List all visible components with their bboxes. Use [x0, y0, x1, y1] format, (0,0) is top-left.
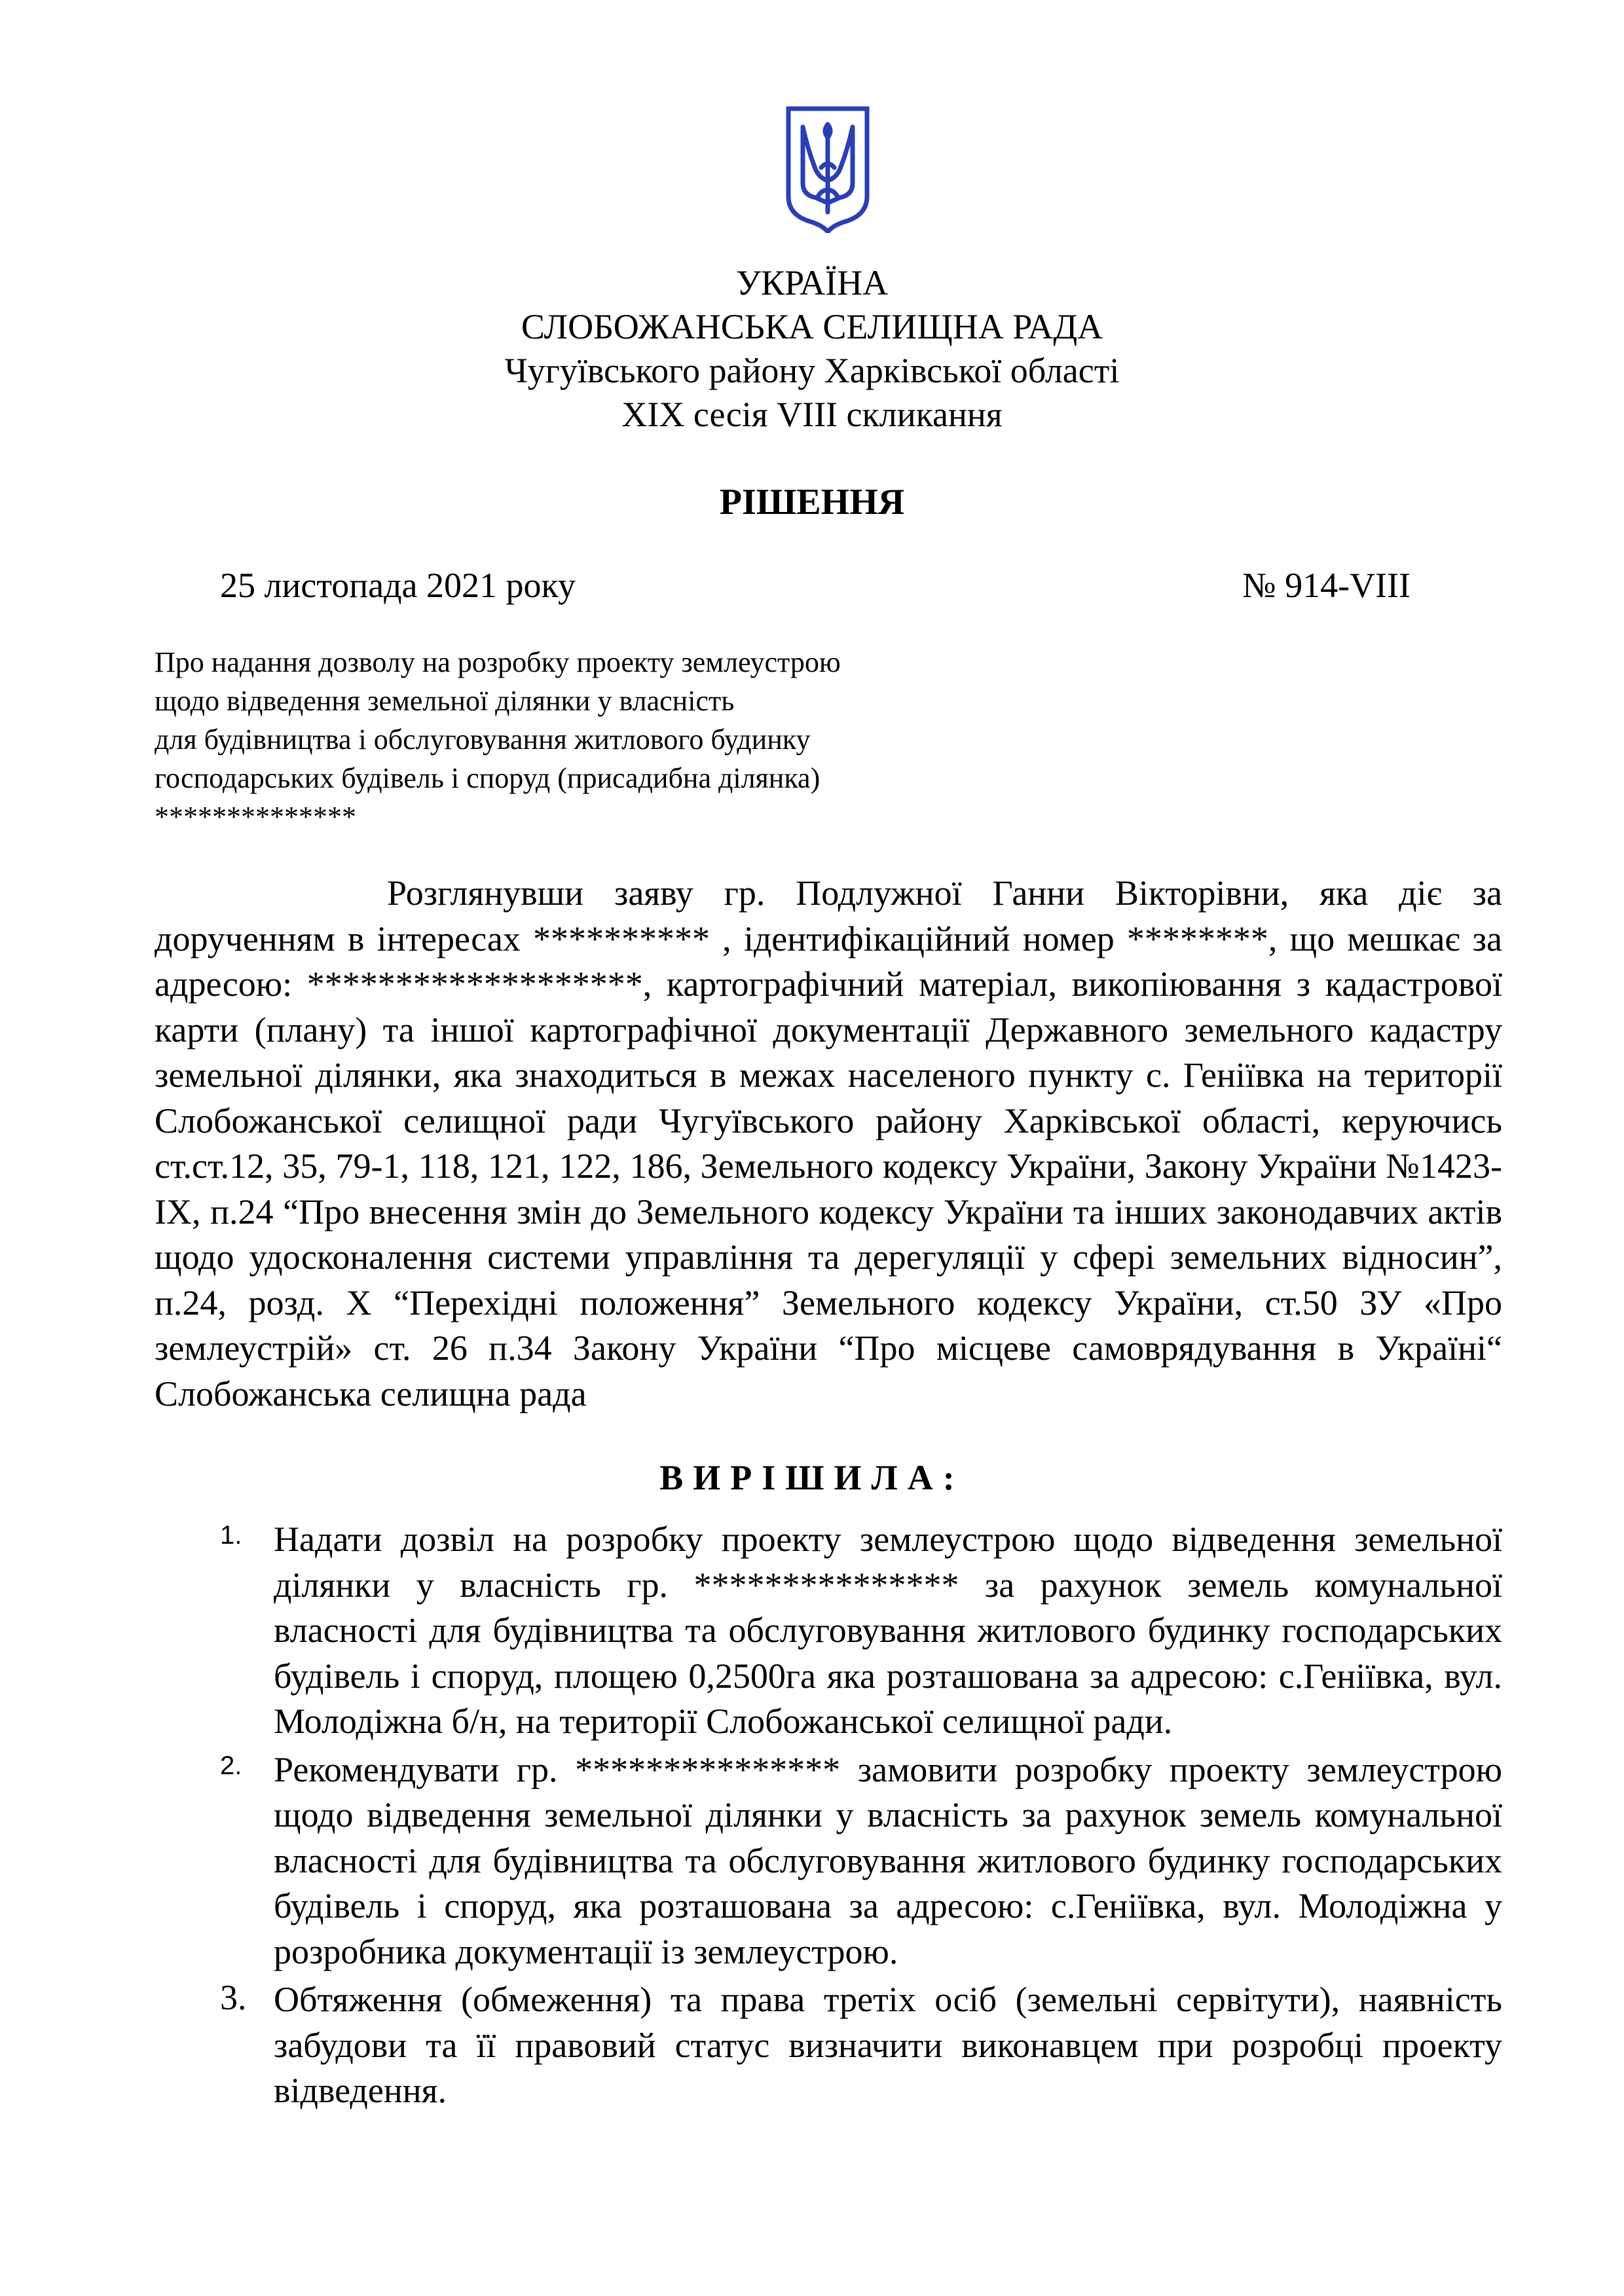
subject-line: Про надання дозволу на розробку проекту землеустрою: [155, 646, 841, 678]
subject-line: **************: [155, 801, 356, 833]
decision-list: [220, 1517, 1502, 2117]
coat-of-arms-icon: [783, 105, 872, 233]
document-number: № 914-VIII: [1242, 566, 1411, 605]
decision-heading: ВИРІШИЛА:: [659, 1458, 965, 1497]
preamble-paragraph: [155, 871, 1502, 1417]
subject-line: господарських будівель і споруд (присадибна ділянка): [155, 762, 821, 794]
document-subject: [155, 643, 1006, 836]
header-district: Чугуївського району Харківської області: [504, 351, 1120, 390]
list-item-number: 3.: [220, 1978, 247, 2017]
list-item: [220, 1747, 1502, 1975]
preamble-text: Розглянувши заяву гр. Подлужної Ганни Вікторівни, яка діє за дорученням в інтересах ********** , ідентифікаційний номер ********, що мешкає за адресою: *******************, картографічний матеріал, викопіювання з кадастрової карти (плану) та іншої картографічної документації Державного земельного кадастру земельної ділянки, яка знаходиться в межах населеного пункту с. Геніївка на території Слобожанської селищної ради Чугуївського району Харківської області, керуючись ст.ст.12, 35, 79-1, 118, 121, 122, 186, Земельного кодексу України, Закону України №1423-IX, п.24 “Про внесення змін до Земельного кодексу України та інших законодавчих актів щодо удосконалення системи управління та дерегуляції у сфері земельних відносин”, п.24, розд. X “Перехідні положення” Земельного кодексу України, ст.50 ЗУ «Про землеустрій» ст. 26 п.34 Закону України “Про місцеве самоврядування в Україні“ Слобожанська селищна рада: [155, 873, 1502, 1413]
header-council: СЛОБОЖАНСЬКА СЕЛИЩНА РАДА: [521, 307, 1103, 346]
subject-line: щодо відведення земельної ділянки у власність: [155, 685, 735, 717]
list-item-text: Обтяження (обмеження) та права третіх осіб (земельні сервітути), наявність забудови та її правовий статус визначити виконавцем при розробці проекту відведення.: [274, 1980, 1502, 2110]
list-item-text: Рекомендувати гр. *************** замовити розробку проекту землеустрою щодо відведення земельної ділянки у власність за рахунок земель комунальної власності для будівництва та обслуговування житлового будинку господарських будівель і споруд, яка розташована за адресою: с.Геніївка, вул. Молодіжна у розробника документації із землеустрою.: [274, 1749, 1502, 1971]
list-item-number: 2.: [220, 1751, 242, 1780]
list-item-number: 1.: [220, 1521, 242, 1550]
subject-line: для будівництва і обслуговування житлового будинку: [155, 723, 811, 756]
list-item: [220, 1977, 1502, 2114]
list-item-text: Надати дозвіл на розробку проекту землеустрою щодо відведення земельної ділянки у власність гр. *************** за рахунок земель комунальної власності для будівництва та обслуговування житлового будинку господарських будівель і споруд, площею 0,2500га яка розташована за адресою: с.Геніївка, вул. Молодіжна б/н, на території Слобожанської селищної ради.: [274, 1520, 1502, 1741]
header-session: XIX сесія VIII скликання: [621, 395, 1003, 434]
header-country: УКРАЇНА: [735, 263, 889, 302]
document-title: РІШЕННЯ: [719, 482, 905, 522]
list-item: [220, 1517, 1502, 1745]
document-date: 25 листопада 2021 року: [220, 566, 576, 605]
